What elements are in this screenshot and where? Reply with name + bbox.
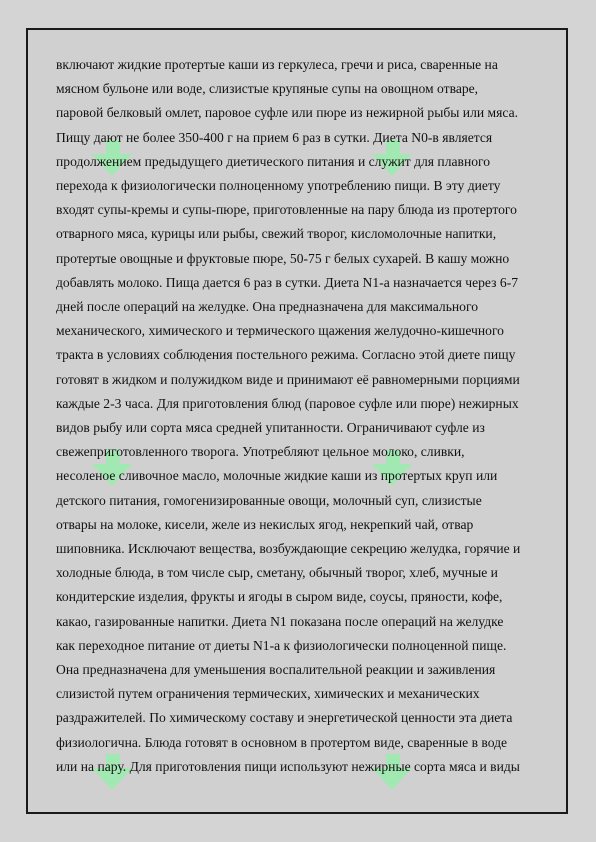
text-line: отвары на молоке, кисели, желе из некислых ягод, некрепкий чай, отвар xyxy=(56,516,474,532)
text-line: видов рыбу или сорта мяса средней упитанности. Ограничивают суфле из xyxy=(56,420,485,436)
text-line: слизистой путем ограничения термических, химических и механических xyxy=(56,686,480,702)
document-body xyxy=(56,53,544,779)
text-line: механического, химического и термического щажения желудочно-кишечного xyxy=(56,323,504,339)
text-line: тракта в условиях соблюдения постельного режима. Согласно этой диете пищу xyxy=(56,347,516,363)
text-line: раздражителей. По химическому составу и энергетической ценности эта диета xyxy=(56,710,513,726)
text-line: свежеприготовленного творога. Употребляют цельное молоко, сливки, xyxy=(56,444,465,460)
text-line: паровой белковый омлет, паровое суфле или пюре из нежирной рыбы или мяса. xyxy=(56,105,519,121)
text-line: добавлять молоко. Пища дается 6 раз в сутки. Диета N1-а назначается через 6-7 xyxy=(56,274,519,290)
text-line: продолжением предыдущего диетического питания и служит для плавного xyxy=(56,153,491,169)
text-line: как переходное питание от диеты N1-а к физиологически полноценной пище. xyxy=(56,637,507,653)
text-line: протертые овощные и фруктовые пюре, 50-75 г белых сухарей. В кашу можно xyxy=(56,250,510,266)
text-line: кондитерские изделия, фрукты и ягоды в сыром виде, соусы, пряности, кофе, xyxy=(56,589,503,605)
text-line: Она предназначена для уменьшения воспалительной реакции и заживления xyxy=(56,662,496,678)
text-line: несоленое сливочное масло, молочные жидкие каши из протертых круп или xyxy=(56,468,498,484)
text-line: входят супы-кремы и супы-пюре, приготовленные на пару блюда из протертого xyxy=(56,202,517,218)
text-line: какао, газированные напитки. Диета N1 показана после операций на желудке xyxy=(56,613,504,629)
text-line: холодные блюда, в том числе сыр, сметану, обычный творог, хлеб, мучные и xyxy=(56,565,498,581)
text-line: отварного мяса, курицы или рыбы, свежий творог, кисломолочные напитки, xyxy=(56,226,497,242)
text-line: готовят в жидком и полужидком виде и принимают её равномерными порциями xyxy=(56,371,520,387)
text-line: детского питания, гомогенизированные овощи, молочный суп, слизистые xyxy=(56,492,482,508)
text-line: каждые 2-3 часа. Для приготовления блюд (паровое суфле или пюре) нежирных xyxy=(56,395,519,411)
text-line: дней после операций на желудке. Она предназначена для максимального xyxy=(56,299,479,315)
text-line: включают жидкие протертые каши из геркулеса, гречи и риса, сваренные на xyxy=(56,57,498,72)
text-line: шиповника. Исключают вещества, возбуждающие секрецию желудка, горячие и xyxy=(56,541,521,557)
text-line: Пищу дают не более 350-400 г на прием 6 раз в сутки. Диета N0-в является xyxy=(56,129,493,145)
text-line: или на пару. Для приготовления пищи используют нежирные сорта мяса и виды xyxy=(56,758,520,774)
text-line: перехода к физиологически полноценному употреблению пищи. В эту диету xyxy=(56,178,501,194)
text-line: мясном бульоне или воде, слизистые крупяные супы на овощном отваре, xyxy=(56,81,479,97)
text-line: физиологична. Блюда готовят в основном в протертом виде, сваренные в воде xyxy=(56,734,508,750)
